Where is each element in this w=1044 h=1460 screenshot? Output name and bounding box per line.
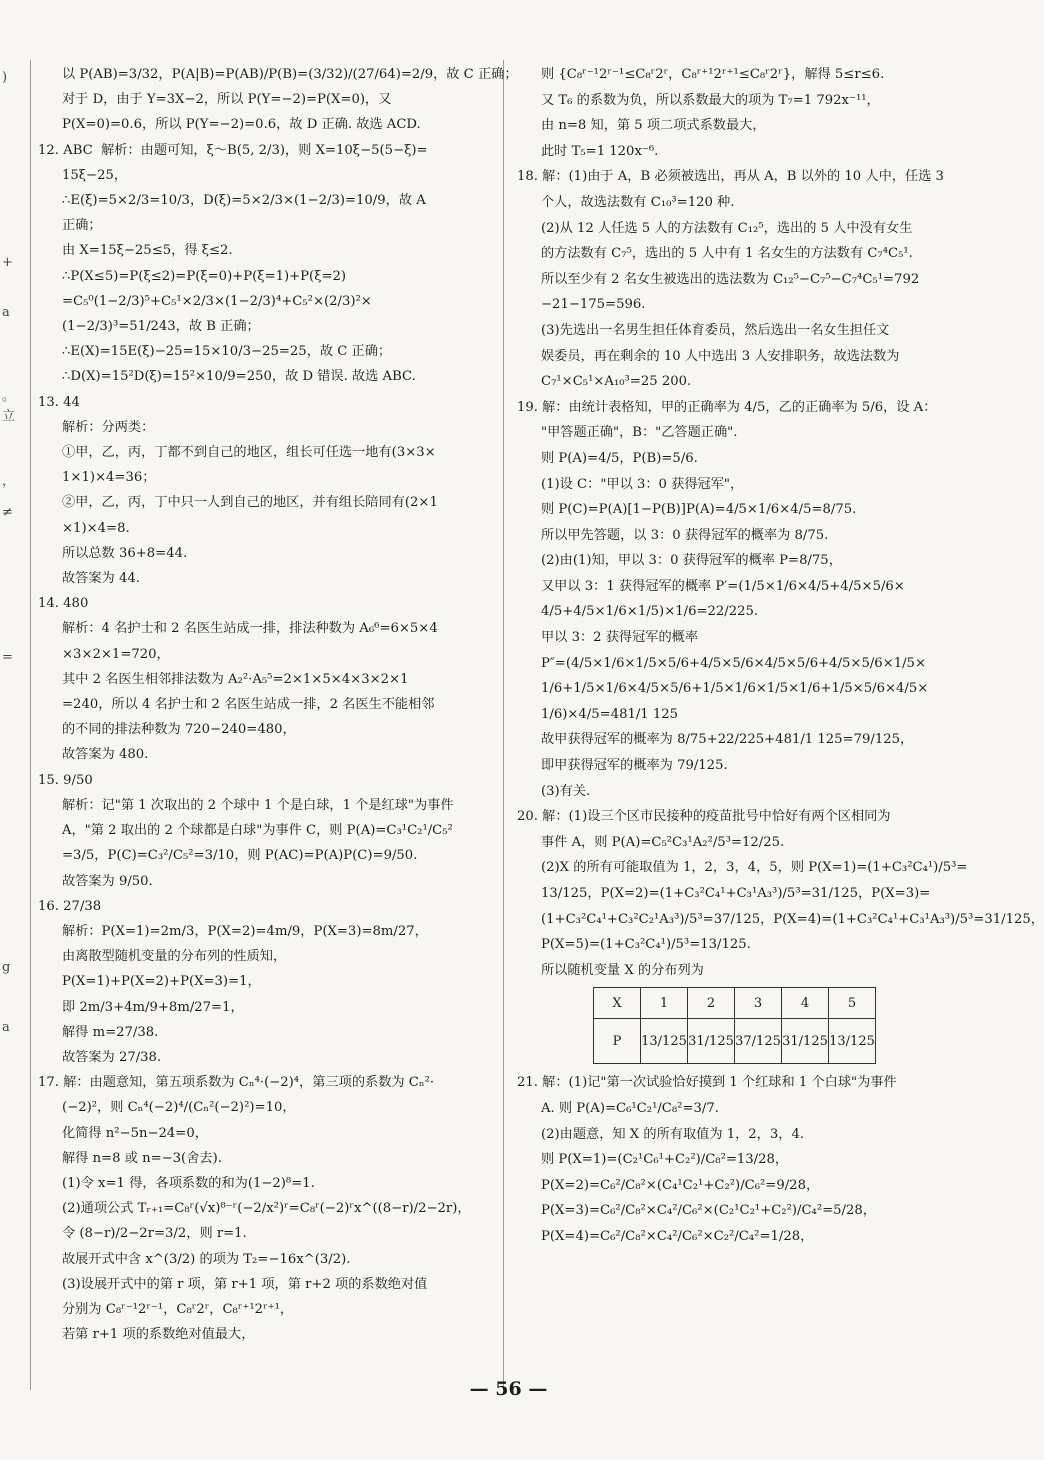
- text-line: P(X=5)=(1+C₃²C₄¹)/5³=13/125.: [541, 937, 751, 953]
- text-line: 以 P(AB)=3/32，P(A|B)=P(AB)/P(B)=(3/32)/(27/64)=2/9，故 C 正确；: [62, 67, 518, 82]
- text-line: 由离散型随机变量的分布列的性质知，: [62, 949, 287, 965]
- gutter-mark: 。: [2, 389, 16, 404]
- text-line: 个人，故选法数有 C₁₀³=120 种.: [541, 194, 735, 210]
- gutter-mark: a: [2, 305, 10, 320]
- table-header-cell: 3: [735, 988, 782, 1019]
- gutter-mark: 立: [2, 409, 16, 424]
- text-line: 故答案为 44.: [62, 571, 140, 587]
- gutter-mark: +: [2, 255, 13, 270]
- text-line: 14. 480: [38, 596, 89, 612]
- text-line: 16. 27/38: [38, 898, 102, 914]
- text-line: 所以至少有 2 名女生被选出的选法数为 C₁₂⁵−C₇⁵−C₇⁴C₅¹=792: [541, 271, 920, 287]
- gutter-mark: ): [2, 70, 8, 85]
- text-line: (2)由(1)知，甲以 3：0 获得冠军的概率 P=8/75，: [541, 553, 842, 569]
- text-line: 1×1)×4=36；: [62, 470, 156, 486]
- text-line: 13. 44: [38, 394, 80, 410]
- text-line: 故甲获得冠军的概率为 8/75+22/225+481/1 125=79/125，: [541, 732, 914, 748]
- text-line: 的不同的排法种数为 720−240=480，: [62, 722, 296, 738]
- table-header-cell: 1: [641, 988, 688, 1019]
- text-line: 17. 解：由题意知，第五项系数为 Cₙ⁴·(−2)⁴，第三项的系数为 Cₙ²·: [38, 1075, 435, 1091]
- text-line: 此时 T₅=1 120x⁻⁶.: [541, 143, 659, 159]
- text-line: 所以总数 36+8=44.: [62, 545, 188, 561]
- left-column: [34, 62, 518, 1347]
- text-line: 则 P(A)=4/5，P(B)=5/6.: [541, 450, 698, 466]
- text-line: 19. 解：由统计表格知，甲的正确率为 4/5，乙的正确率为 5/6，设 A：: [517, 399, 937, 415]
- table-header-cell: 5: [829, 988, 876, 1019]
- text-line: 由 X=15ξ−25≤5，得 ξ≤2.: [62, 243, 233, 259]
- text-line: ∴E(ξ)=5×2/3=10/3，D(ξ)=5×2/3×(1−2/3)=10/9，故 A: [62, 193, 426, 209]
- text-line: P(X=4)=C₆²/C₈²×C₄²/C₆²×C₂²/C₄²=1/28，: [541, 1228, 814, 1244]
- text-line: 即 2m/3+4m/9+8m/27=1，: [62, 999, 244, 1015]
- gutter-mark: a: [2, 1020, 10, 1035]
- text-line: C₇¹×C₅¹×A₁₀³=25 200.: [541, 374, 692, 390]
- text-line: 18. 解：(1)由于 A，B 必须被选出，再从 A，B 以外的 10 人中，任选 3: [517, 169, 944, 185]
- text-line: 13/125，P(X=2)=(1+C₃²C₄¹+C₃¹A₃³)/5³=31/125，P(X=3)=: [541, 886, 931, 901]
- table-cell: 37/125: [735, 1019, 782, 1064]
- text-line: 甲以 3：2 获得冠军的概率: [541, 630, 699, 646]
- text-line: 故答案为 480.: [62, 747, 149, 763]
- text-line: (3)先选出一名男生担任体育委员，然后选出一名女生担任文: [541, 322, 890, 338]
- text-line: 的方法数有 C₇⁵，选出的 5 人中有 1 名女生的方法数有 C₇⁴C₅¹.: [541, 246, 913, 262]
- text-line: 分别为 C₈ʳ⁻¹2ʳ⁻¹，C₈ʳ2ʳ，C₈ʳ⁺¹2ʳ⁺¹，: [62, 1301, 294, 1317]
- text-line: (3)设展开式中的第 r 项，第 r+1 项，第 r+2 项的系数绝对值: [62, 1276, 428, 1292]
- right-column-text-q21: [513, 1070, 959, 1249]
- text-line: 解得 n=8 或 n=−3(舍去).: [62, 1150, 222, 1166]
- text-line: P″=(4/5×1/6×1/5×5/6+4/5×5/6×4/5×5/6+4/5×5/6×1/5×: [541, 655, 927, 671]
- text-line: 所以随机变量 X 的分布列为: [541, 962, 704, 978]
- text-line: P(X=3)=C₆²/C₈²×C₄²/C₆²×(C₂¹C₂¹+C₂²)/C₄²=5/28，: [541, 1203, 876, 1219]
- text-line: "甲答题正确"，B："乙答题正确".: [541, 425, 738, 441]
- text-line: 又 T₆ 的系数为负，所以系数最大的项为 T₇=1 792x⁻¹¹，: [541, 92, 880, 108]
- right-column-text: [513, 62, 1044, 983]
- text-line: 15. 9/50: [38, 772, 93, 788]
- text-line: 娱委员，再在剩余的 10 人中选出 3 人安排职务，故选法数为: [541, 348, 900, 364]
- table-header-cell: 4: [782, 988, 829, 1019]
- text-line: (2)通项公式 Tᵣ₊₁=C₈ʳ(√x)⁸⁻ʳ(−2/x²)ʳ=C₈ʳ(−2)ʳx^((8−r)/2−2r)，: [62, 1201, 471, 1217]
- text-line: 1/6+1/5×1/6×4/5×5/6+1/5×1/6×1/5×1/6+1/5×5/6×4/5×: [541, 681, 929, 697]
- text-line: A. 则 P(A)=C₆¹C₂¹/C₈²=3/7.: [541, 1100, 719, 1116]
- text-line: P(X=1)+P(X=2)+P(X=3)=1，: [62, 974, 261, 990]
- text-line: ×1)×4=8.: [62, 520, 130, 536]
- text-line: ∴P(X≤5)=P(ξ≤2)=P(ξ=0)+P(ξ=1)+P(ξ=2): [62, 268, 347, 284]
- text-line: 故答案为 27/38.: [62, 1049, 162, 1065]
- binding-gutter-line: [30, 60, 31, 1390]
- table-header-cell: X: [594, 988, 641, 1019]
- text-line: 令 (8−r)/2−2r=3/2，则 r=1.: [62, 1226, 247, 1242]
- text-line: 12. ABC 解析：由题可知，ξ～B(5, 2/3)，则 X=10ξ−5(5−ξ)=: [38, 142, 428, 158]
- page-number: — 56 —: [469, 1378, 548, 1400]
- table-cell: 31/125: [688, 1019, 735, 1064]
- text-line: 化简得 n²−5n−24=0，: [62, 1125, 208, 1141]
- text-line: 故展开式中含 x^(3/2) 的项为 T₂=−16x^(3/2).: [62, 1251, 351, 1267]
- text-line: ②甲，乙，丙，丁中只一人到自己的地区，并有组长陪同有(2×1: [62, 495, 438, 511]
- text-line: (1)设 C："甲以 3：0 获得冠军"，: [541, 476, 744, 492]
- table-cell: 31/125: [782, 1019, 829, 1064]
- text-line: =240，所以 4 名护士和 2 名医生站成一排，2 名医生不能相邻: [62, 697, 435, 713]
- text-line: (1−2/3)³=51/243，故 B 正确；: [62, 319, 260, 335]
- text-line: (2)从 12 人任选 5 人的方法数有 C₁₂⁵，选出的 5 人中没有女生: [541, 220, 913, 236]
- text-line: 4/5+4/5×1/6×1/5)×1/6=22/225.: [541, 604, 759, 620]
- table-cell: P: [594, 1019, 641, 1064]
- text-line: 1/6)×4/5=481/1 125: [541, 706, 679, 722]
- text-line: 则 {C₈ʳ⁻¹2ʳ⁻¹≤C₈ʳ2ʳ，C₈ʳ⁺¹2ʳ⁺¹≤C₈ʳ2ʳ}，解得 5≤r≤6.: [541, 67, 885, 82]
- column-divider: [503, 60, 504, 1390]
- text-line: −21−175=596.: [541, 297, 646, 313]
- text-line: ×3×2×1=720，: [62, 646, 170, 662]
- text-line: 解析：分两类：: [62, 419, 155, 435]
- text-line: 即甲获得冠军的概率为 79/125.: [541, 758, 728, 774]
- gutter-mark: ，: [2, 474, 16, 489]
- text-line: ∴E(X)=15E(ξ)−25=15×10/3−25=25，故 C 正确；: [62, 344, 392, 360]
- table-cell: 13/125: [641, 1019, 688, 1064]
- text-line: 解得 m=27/38.: [62, 1024, 159, 1040]
- text-line: (1)令 x=1 得，各项系数的和为(1−2)⁸=1.: [62, 1175, 315, 1191]
- table-cell: 13/125: [829, 1019, 876, 1064]
- gutter-mark: =: [2, 650, 13, 665]
- text-line: 20. 解：(1)设三个区市民接种的疫苗批号中恰好有两个区相同为: [517, 809, 891, 825]
- text-line: 则 P(X=1)=(C₂¹C₆¹+C₂²)/C₈²=13/28，: [541, 1152, 789, 1168]
- text-line: (3)有关.: [541, 783, 591, 799]
- text-line: 21. 解：(1)记"第一次试验恰好摸到 1 个红球和 1 个白球"为事件: [517, 1075, 897, 1091]
- text-line: A，"第 2 取出的 2 个球都是白球"为事件 C，则 P(A)=C₃¹C₂¹/C₅²: [62, 823, 453, 839]
- text-line: 解析：P(X=1)=2m/3，P(X=2)=4m/9，P(X=3)=8m/27，: [62, 923, 428, 939]
- text-line: 由 n=8 知，第 5 项二项式系数最大，: [541, 118, 766, 134]
- text-line: (2)X 的所有可能取值为 1，2，3，4，5，则 P(X=1)=(1+C₃²C₄¹)/5³=: [541, 860, 968, 876]
- text-line: 故答案为 9/50.: [62, 873, 153, 889]
- text-line: P(X=2)=C₆²/C₈²×(C₄¹C₂¹+C₂²)/C₆²=9/28，: [541, 1177, 820, 1193]
- text-line: 15ξ−25，: [62, 167, 128, 183]
- text-line: 其中 2 名医生相邻排法数为 A₂²·A₅⁵=2×1×5×4×3×2×1: [62, 671, 409, 687]
- text-line: (2)由题意，知 X 的所有取值为 1，2，3，4.: [541, 1126, 805, 1142]
- text-line: 对于 D，由于 Y=3X−2，所以 P(Y=−2)=P(X=0)，又: [62, 92, 392, 108]
- right-column: [513, 62, 1044, 1250]
- text-line: 又甲以 3：1 获得冠军的概率 P′=(1/5×1/6×4/5+4/5×5/6×: [541, 578, 905, 594]
- table-header-row: [594, 988, 876, 1019]
- text-line: 解析：记"第 1 次取出的 2 个球中 1 个是白球，1 个是红球"为事件: [62, 797, 454, 813]
- table-header-cell: 2: [688, 988, 735, 1019]
- text-line: P(X=0)=0.6，所以 P(Y=−2)=0.6，故 D 正确. 故选 ACD.: [62, 117, 421, 133]
- table-row: [594, 1019, 876, 1064]
- text-line: =C₅⁰(1−2/3)⁵+C₅¹×2/3×(1−2/3)⁴+C₅²×(2/3)²×: [62, 293, 372, 309]
- text-line: 解析：4 名护士和 2 名医生站成一排，排法种数为 A₆⁶=6×5×4: [62, 621, 438, 637]
- text-line: 事件 A，则 P(A)=C₅²C₃¹A₂²/5³=12/25.: [541, 834, 785, 850]
- text-line: ∴D(X)=15²D(ξ)=15²×10/9=250，故 D 错误. 故选 ABC.: [62, 369, 416, 385]
- distribution-table: [593, 987, 876, 1064]
- text-line: (−2)²，则 Cₙ⁴(−2)⁴/(Cₙ²(−2)²)=10，: [62, 1100, 296, 1116]
- text-line: 则 P(C)=P(A)[1−P(B)]P(A)=4/5×1/6×4/5=8/75.: [541, 502, 857, 518]
- text-line: 若第 r+1 项的系数绝对值最大，: [62, 1327, 255, 1343]
- text-line: (1+C₃²C₄¹+C₃²C₂¹A₃³)/5³=37/125，P(X=4)=(1+C₃²C₄¹+C₃¹A₃³)/5³=31/125，: [541, 911, 1044, 927]
- gutter-mark: g: [2, 960, 11, 975]
- text-line: 正确；: [62, 218, 102, 234]
- text-line: 所以甲先答题，以 3：0 获得冠军的概率为 8/75.: [541, 527, 829, 543]
- text-line: =3/5，P(C)=C₃²/C₅²=3/10，则 P(AC)=P(A)P(C)=9/50.: [62, 848, 418, 864]
- text-line: ①甲，乙，丙，丁都不到自己的地区，组长可任选一地有(3×3×: [62, 445, 436, 461]
- gutter-mark: ≠: [2, 505, 13, 520]
